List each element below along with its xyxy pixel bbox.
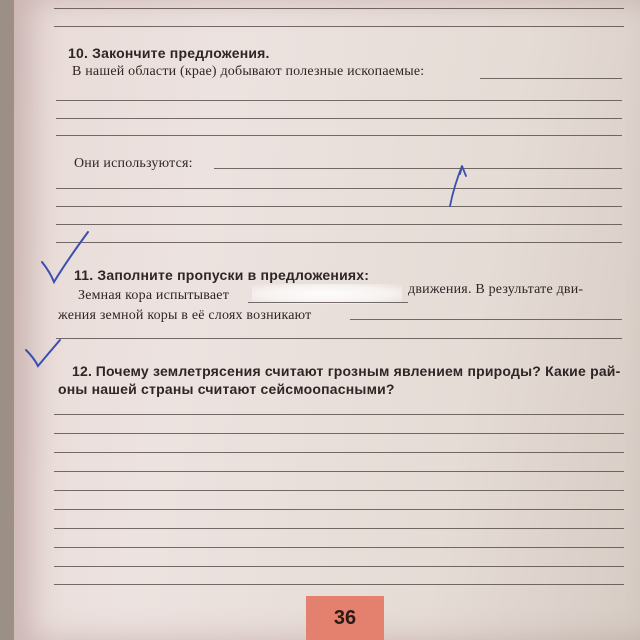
task-12-question-2: оны нашей страны считают сейсмоопасными? — [58, 381, 395, 397]
task-11-line1-start: Земная кора испытывает — [78, 288, 230, 303]
task-10-number: 10. — [68, 45, 89, 61]
task-11-line1-end: движения. В результате дви- — [408, 282, 584, 297]
page-number: 36 — [306, 596, 384, 640]
task-12-question-1: Почему землетрясения считают грозным явлением природы? Какие рай- — [95, 363, 621, 379]
checkmark-icon — [42, 232, 88, 282]
task-10-title: Закончите предложения. — [92, 45, 270, 61]
task-12-number: 12. — [72, 363, 93, 379]
task-11-title: Заполните пропуски в предложениях: — [97, 267, 370, 283]
task-11-line2: жения земной коры в её слоях возникают — [58, 308, 312, 323]
task-11-number: 11. — [74, 267, 94, 283]
workbook-page — [14, 0, 640, 640]
pen-stroke-icon — [450, 166, 466, 206]
task-10-line2: Они используются: — [74, 156, 193, 171]
checkmark-icon — [26, 340, 60, 366]
task-10-line1: В нашей области (крае) добывают полезные ископаемые: — [72, 64, 425, 79]
pen-marks — [14, 0, 640, 640]
